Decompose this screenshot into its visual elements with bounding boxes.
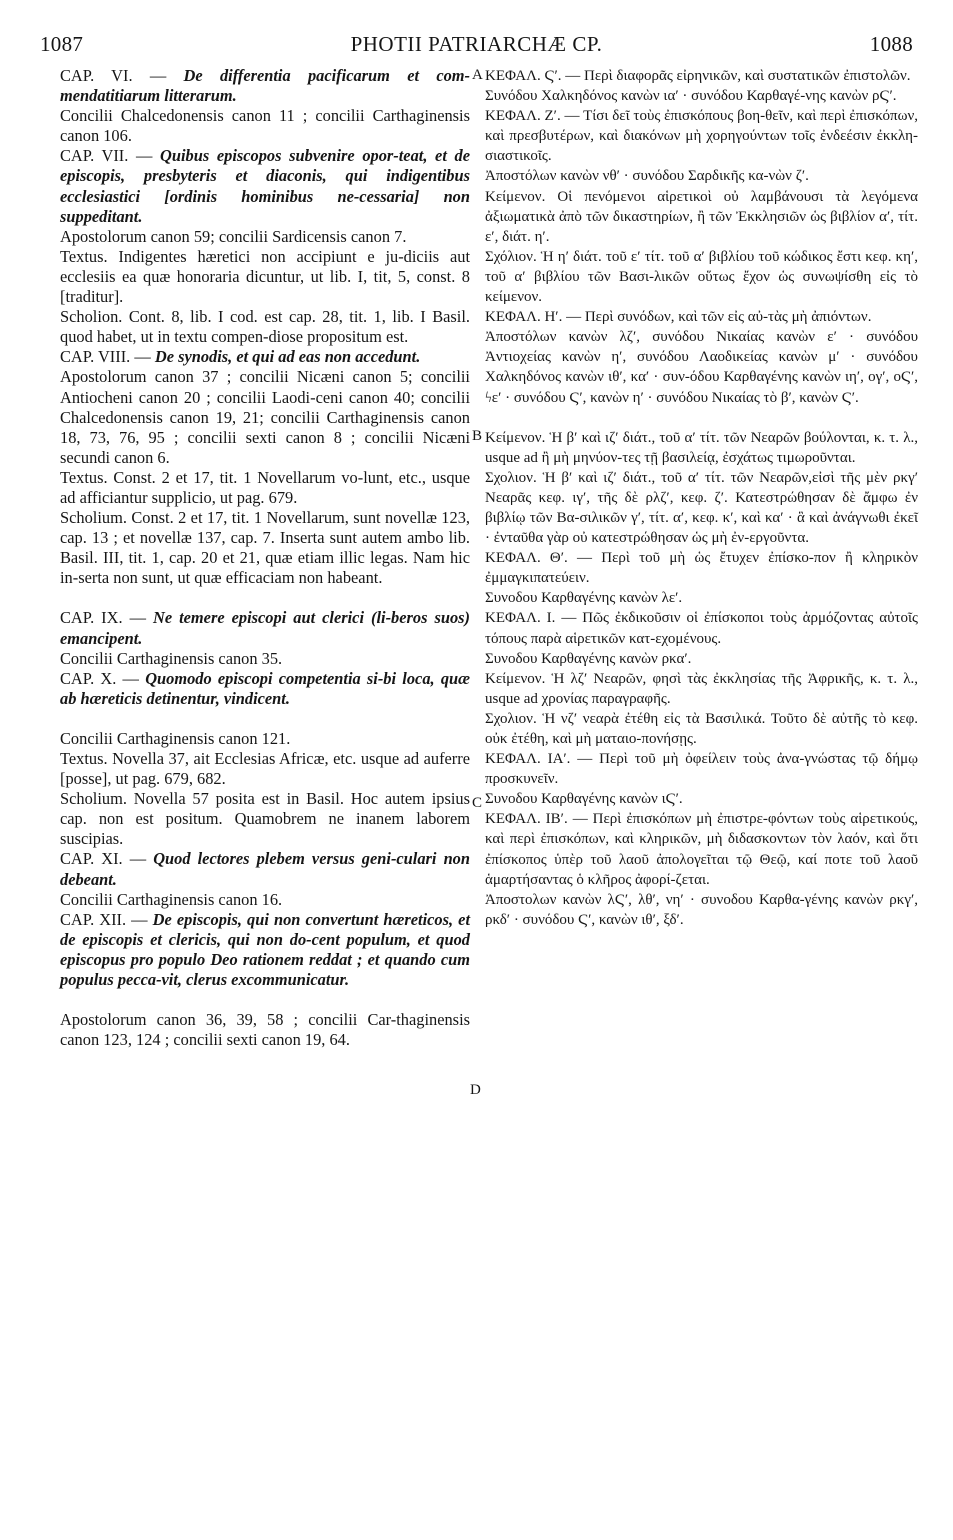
running-title: PHOTII PATRIARCHÆ CP. [350,32,603,56]
latin-chapter-heading: CAP. VI. — De differentia pacificarum et com-mendatitiarum litterarum. [60,66,471,106]
page-number-right: 1088 [869,32,913,56]
latin-chapter-heading: CAP. IX. — Ne temere episcopi aut clerici (li-beros suos) emancipent. [60,608,470,648]
greek-chapter-heading: ΚΕΦΑΛ. Θʹ. — Περὶ τοῦ μὴ ὡς ἔτυχεν ἐπίσκο-πον ἢ κληρικὸν ἐμμαγκιπατεύειν. [485,550,918,587]
latin-paragraph: Textus. Const. 2 et 17, tit. 1 Novellarum vo-lunt, etc., usque ad afficiantur supplicio, ut pag. 679. [60,467,470,507]
spacer [60,709,470,729]
latin-paragraph: Scholium. Const. 2 et 17, tit. 1 Novellarum, sunt novellæ 123, cap. 13 ; et novellæ 137, cap. 7. Inserta sunt autem ambo lib. Basil. III, tit. 1, cap. 20 et 21, quæ etiam illic legas. Nam hic in-serta non sunt, ut quæ efficaciam non habeant. [60,508,470,588]
margin-marker-a: A [472,67,483,83]
greek-column [485,66,918,930]
margin-marker-c: C [472,795,483,811]
greek-paragraph: Συνοδου Καρθαγένης κανὼν λεʹ. [485,590,683,607]
latin-paragraph: Textus. Novella 37, ait Ecclesias Africæ, etc. usque ad auferre [posse], ut pag. 679, 682. [60,749,470,789]
page-number-left: 1087 [40,32,84,56]
greek-chapter-heading: ΚΕΦΑΛ. Ι. — Πῶς ἐκδικοῦσιν οἱ ἐπίσκοποι τοὺς ἁρμόζοντας αὐτοῖς τόπους παρὰ αἱρετικῶν κατ-εχομένους. [485,610,918,647]
latin-chapter-heading: CAP. X. — Quomodo episcopi competentia si-bi loca, quæ ab hæreticis detinentur, vindicent. [60,668,470,708]
latin-chapter-heading: CAP. VII. — Quibus episcopos subvenire opor-teat, et de episcopis, presbyteris et diaconis, qui indigentibus ecclesiastici [ordinis hominibus ne-cessaria] non suppeditant. [60,146,470,226]
latin-column [60,66,470,1050]
latin-paragraph: Concilii Carthaginensis canon 121. [60,728,291,748]
latin-paragraph: Scholion. Cont. 8, lib. I cod. est cap. 28, tit. 1, lib. I Basil. quod habet, ut in textu compen-diose propositum est. [60,307,470,347]
greek-chapter-heading: ΚΕΦΑΛ. Ζʹ. — Τίσι δεῖ τοὺς ἐπισκόπους βοη-θεῖν, καὶ περὶ ἐπισκόπων, καὶ πρεσβυτέρων, καὶ διακόνων μὴ χορηγούντων τοῖς ἐνδεέσιν ἐκκλη-σιαστικοῖς. [485,108,918,165]
greek-paragraph: Σχολιον. Ἡ νζʹ νεαρὰ ἐτέθη εἰς τὰ Βασιλικά. Τοῦτο δὲ αὐτῆς τὸ κεφ. οὐκ ἐτέθη, καὶ μὴ ματαιο-πονήσῃς. [485,710,918,747]
greek-chapter-heading: ΚΕΦΑΛ. Ηʹ. — Περὶ συνόδων, καὶ τῶν εἰς αὐ-τὰς μὴ ἀπιόντων. [485,309,872,326]
margin-marker-b: B [472,428,483,444]
greek-paragraph: Ἀποστόλων κανὼν λζʹ, συνόδου Νικαίας κανὼν εʹ · συνόδου Ἀντιοχείας κανὼν ηʹ, συνόδου Λαοδικείας κανὼν μʹ · συνόδου Χαλκηδόνος κανὼν ιθʹ, καʹ · συν-όδου Καρθαγένης κανὼν ιηʹ, ογʹ, οϚʹ, ϟεʹ · συνόδου Ϛʹ, κανὼν ηʹ · συνόδου Νικαίας τὸ βʹ, κανὼν Ϛʹ. [485,329,918,406]
greek-chapter-heading: ΚΕΦΑΛ. ΙΑʹ. — Περὶ τοῦ μὴ ὀφείλειν τοὺς ἀνα-γνώστας τῷ δήμῳ προσκυνεῖν. [485,751,918,788]
latin-paragraph: Concilii Chalcedonensis canon 11 ; concilii Carthaginensis canon 106. [60,106,470,146]
latin-chapter-heading: CAP. XI. — Quod lectores plebem versus geni-culari non debeant. [60,849,470,889]
page-header [40,32,913,62]
greek-paragraph: Συνόδου Χαλκηδόνος κανὼν ιαʹ · συνόδου Καρθαγέ-νης κανὼν ρϚʹ. [485,88,897,105]
greek-paragraph: Ἀποστόλων κανὼν νθʹ · συνόδου Σαρδικῆς κα-νὼν ζʹ. [485,168,809,185]
greek-paragraph: Ἀποστολων κανὼν λϚʹ, λθʹ, νηʹ · συνοδου Καρθα-γένης κανὼν ρκγʹ, ρκδʹ · συνόδου Ϛʹ, κανὼν ιθʹ, ξδʹ. [485,891,918,928]
spacer [485,408,918,428]
latin-paragraph: Concilii Carthaginensis canon 35. [60,648,283,668]
latin-paragraph: Textus. Indigentes hæretici non accipiunt e ju-diciis aut ecclesiis ea quæ honoraria dicuntur, ut lib. I, tit, 5, const. 8 [traditur]. [60,246,470,307]
greek-paragraph: Κείμενον. Οἱ πενόμενοι αἱρετικοὶ οὐ λαμβάνουσι τὰ λεγόμενα ἀξιωματικὰ ἀπὸ τῶν δικαστηρίων, ἢ τῶν Ἐκκλησιῶν ὡς βιβλίον αʹ, τίτ. εʹ, διάτ. ηʹ. [485,188,918,245]
latin-chapter-heading: CAP. VIII. — De synodis, et qui ad eas non accedunt. [60,347,421,367]
spacer [60,990,470,1010]
spacer [60,588,470,608]
greek-paragraph: Κείμενον. Ἡ βʹ καὶ ιζʹ διάτ., τοῦ αʹ τίτ. τῶν Νεαρῶν βούλονται, κ. τ. λ., usque ad ἢ μὴ μηνύον-τες τῇ βασιλείᾳ, ἐσχάτως τιμωροῦνται. [485,429,918,466]
greek-paragraph: Σχολιον. Ἡ βʹ καὶ ιζʹ διάτ., τοῦ αʹ τίτ. τῶν Νεαρῶν,εἰσὶ τῆς μὲν ρκγʹ Νεαρᾶς κεφ. ιγʹ, τῆς δὲ ρλζʹ, κεφ. ζʹ. Κατεστρώθησαν δὲ ἄμφω ἐν βιβλίῳ τῶν Βα-σιλικῶν γʹ, τίτ. αʹ, κεφ. κʹ, καὶ καʹ · ἃ καὶ ἀνάγνωθι ἐκεῖ · ἐνταῦθα γὰρ οὐ κατεστρώθησαν ὡς μὴ ἐν-εργοῦντα. [485,469,918,547]
latin-paragraph: Apostolorum canon 37 ; concilii Nicæni canon 5; concilii Antiocheni canon 20 ; concilii Laodi-ceni canon 40; concilii Chalcedonensis canon 19, 21; concilii Carthaginensis canon 18, 73, 76, 95 ; concilii sexti canon 8 ; concilii Nicæni secundi canon 6. [60,367,470,467]
latin-chapter-heading: CAP. XII. — De episcopis, qui non convertunt hæreticos, et de episcopis et clericis, qui non do-cent populum, et quod episcopus pro populo Deo rationem reddat ; et quando cum populus pecca-vit, clerus excommunicatur. [60,909,470,990]
latin-paragraph: Scholium. Novella 57 posita est in Basil. Hoc autem ipsius cap. non est positum. Quamobrem ne inanem laborem suscipias. [60,789,470,849]
greek-paragraph: Συνοδου Καρθαγένης κανὼν ιϚʹ. [485,791,683,808]
latin-paragraph: Apostolorum canon 36, 39, 58 ; concilii Car-thaginensis canon 123, 124 ; concilii sexti canon 19, 64. [60,1010,470,1050]
greek-chapter-heading: ΚΕΦΑΛ. ΙΒʹ. — Περὶ ἐπισκόπων μὴ ἐπιστρε-φόντων τοὺς αἱρετικούς, καὶ περὶ ἐπισκόπων, καὶ κληρικῶν, μὴ διδασκοντων τὸν λαόν, καὶ ὅτι ἐπίσκοπος ὑπὲρ τοῦ λαοῦ ἀπολογεῖται τῷ Θεῷ, καί ποτε τοῦ λαοῦ ἁμαρτήσαντας ὁ κλῆρος ἀφορί-ζεται. [485,811,918,888]
greek-paragraph: Σχόλιον. Ἡ ηʹ διάτ. τοῦ εʹ τίτ. τοῦ αʹ βιβλίου τοῦ κώδικος ἔστι κεφ. κηʹ, τοῦ αʹ βιβλίου τῶν Βασι-λικῶν οὕτως ἔχον ὡς συνωψίσθη εἰς τὸ κείμενον. [485,248,918,306]
margin-marker-d: D [470,1082,481,1098]
greek-chapter-heading: ΚΕΦΑΛ. Ϛʹ. — Περὶ διαφορᾶς εἰρηνικῶν, καὶ συστατικῶν ἐπιστολῶν. [485,68,911,84]
greek-paragraph: Κείμενον. Ἡ λζʹ Νεαρῶν, φησὶ τὰς ἐκκλησίας τῆς Ἀφρικῆς, κ. τ. λ., usque ad χρονίας παραγραφῆς. [485,670,918,707]
latin-paragraph: Concilii Carthaginensis canon 16. [60,889,283,909]
greek-paragraph: Συνοδου Καρθαγένης κανὼν ρκαʹ. [485,650,692,667]
latin-paragraph: Apostolorum canon 59; concilii Sardicensis canon 7. [60,226,407,246]
